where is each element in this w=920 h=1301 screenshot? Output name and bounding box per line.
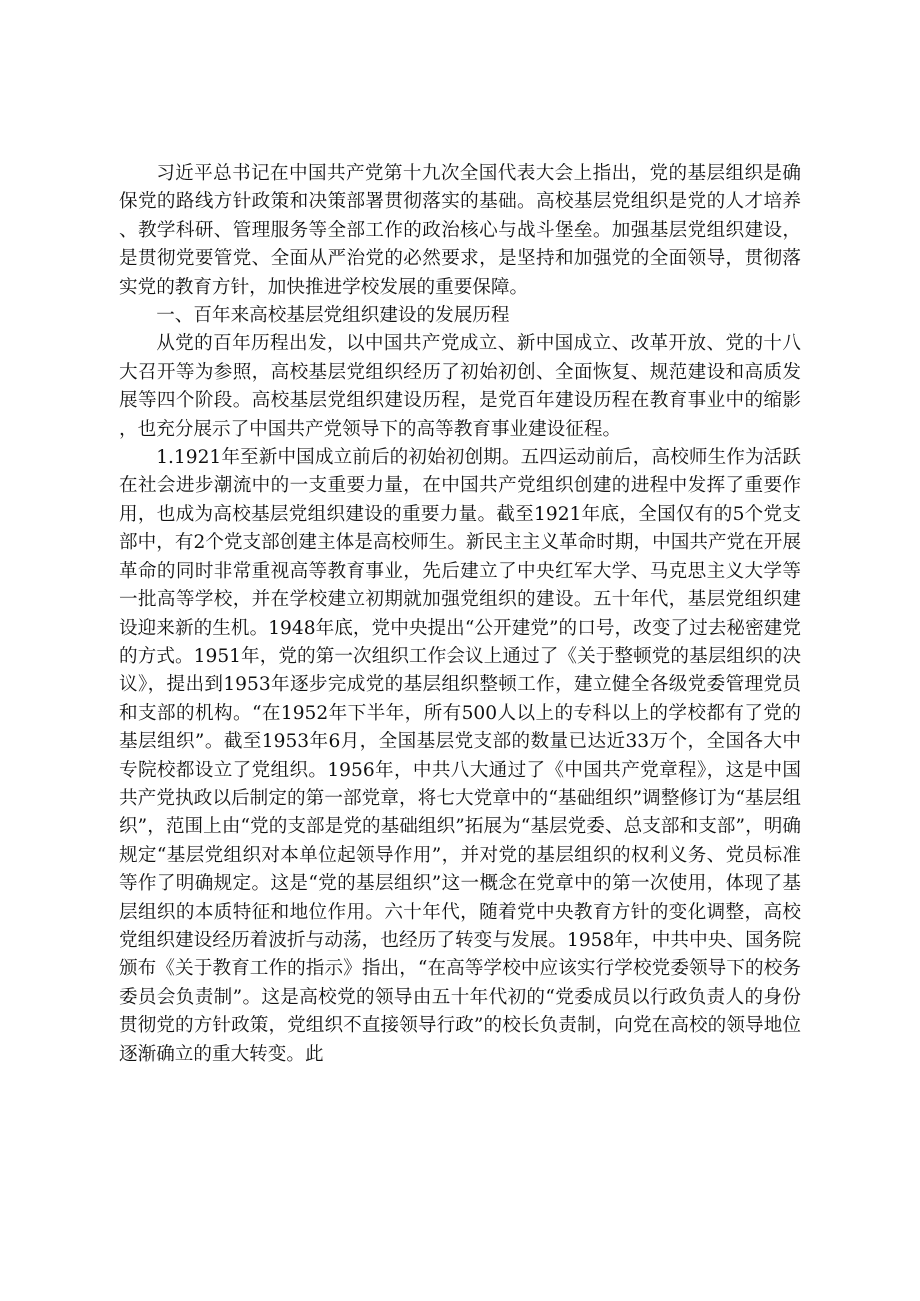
overview-paragraph: 从党的百年历程出发，以中国共产党成立、新中国成立、改革开放、党的十八大召开等为参照，高校基层党组织经历了初始初创、全面恢复、规范建设和高质发展等四个阶段。高校基层党组织建设历程，是党百年建设历程在教育事业中的缩影，也充分展示了中国共产党领导下的高等教育事业建设征程。 <box>119 333 801 440</box>
stage-one-paragraph: 1.1921年至新中国成立前后的初始初创期。五四运动前后，高校师生作为活跃在社会进步潮流中的一支重要力量，在中国共产党组织创建的进程中发挥了重要作用，也成为高校基层党组织建设的重要力量。截至1921年底，全国仅有的5个党支部中，有2个党支部创建主体是高校师生。新民主主义革命时期，中国共产党在开展革命的同时非常重视高等教育事业，先后建立了中央红军大学、马克思主义大学等一批高等学校，并在学校建立初期就加强党组织的建设。五十年代，基层党组织建设迎来新的生机。1948年底，党中央提出“公开建党”的口号，改变了过去秘密建党的方式。1951年，党的第一次组织工作会议上通过了《关于整顿党的基层组织的决议》，提出到1953年逐步完成党的基层组织整顿工作，建立健全各级党委管理党员和支部的机构。“在1952年下半年，所有500人以上的专科以上的学校都有了党的基层组织”。截至1953年6月，全国基层党支部的数量已达近33万个，全国各大中专院校都设立了党组织。1956年，中共八大通过了《中国共产党章程》，这是中国共产党执政以后制定的第一部党章，将七大党章中的“基础组织”调整修订为“基层组织”，范围上由“党的支部是党的基础组织”拓展为“基层党委、总支部和支部”，明确规定“基层党组织对本单位起领导作用”，并对党的基层组织的权利义务、党员标准等作了明确规定。这是“党的基层组织”这一概念在党章中的第一次使用，体现了基层组织的本质特征和地位作用。六十年代，随着党中央教育方针的变化调整，高校党组织建设经历着波折与动荡，也经历了转变与发展。1958年，中共中央、国务院颁布《关于教育工作的指示》指出，“在高等学校中应该实行学校党委领导下的校务委员会负责制”。这是高校党的领导由五十年代初的“党委成员以行政负责人的身份贯彻党的方针政策，党组织不直接领导行政”的校长负责制，向党在高校的领导地位逐渐确立的重大转变。此 <box>119 447 801 1065</box>
intro-paragraph: 习近平总书记在中国共产党第十九次全国代表大会上指出，党的基层组织是确保党的路线方针政策和决策部署贯彻落实的基础。高校基层党组织是党的人才培养、教学科研、管理服务等全部工作的政治核心与战斗堡垒。加强基层党组织建设，是贯彻党要管党、全面从严治党的必然要求，是坚持和加强党的全面领导，贯彻落实党的教育方针，加快推进学校发展的重要保障。 <box>119 163 801 298</box>
document-body <box>119 160 801 1069</box>
section-heading: 一、百年来高校基层党组织建设的发展历程 <box>156 305 510 327</box>
